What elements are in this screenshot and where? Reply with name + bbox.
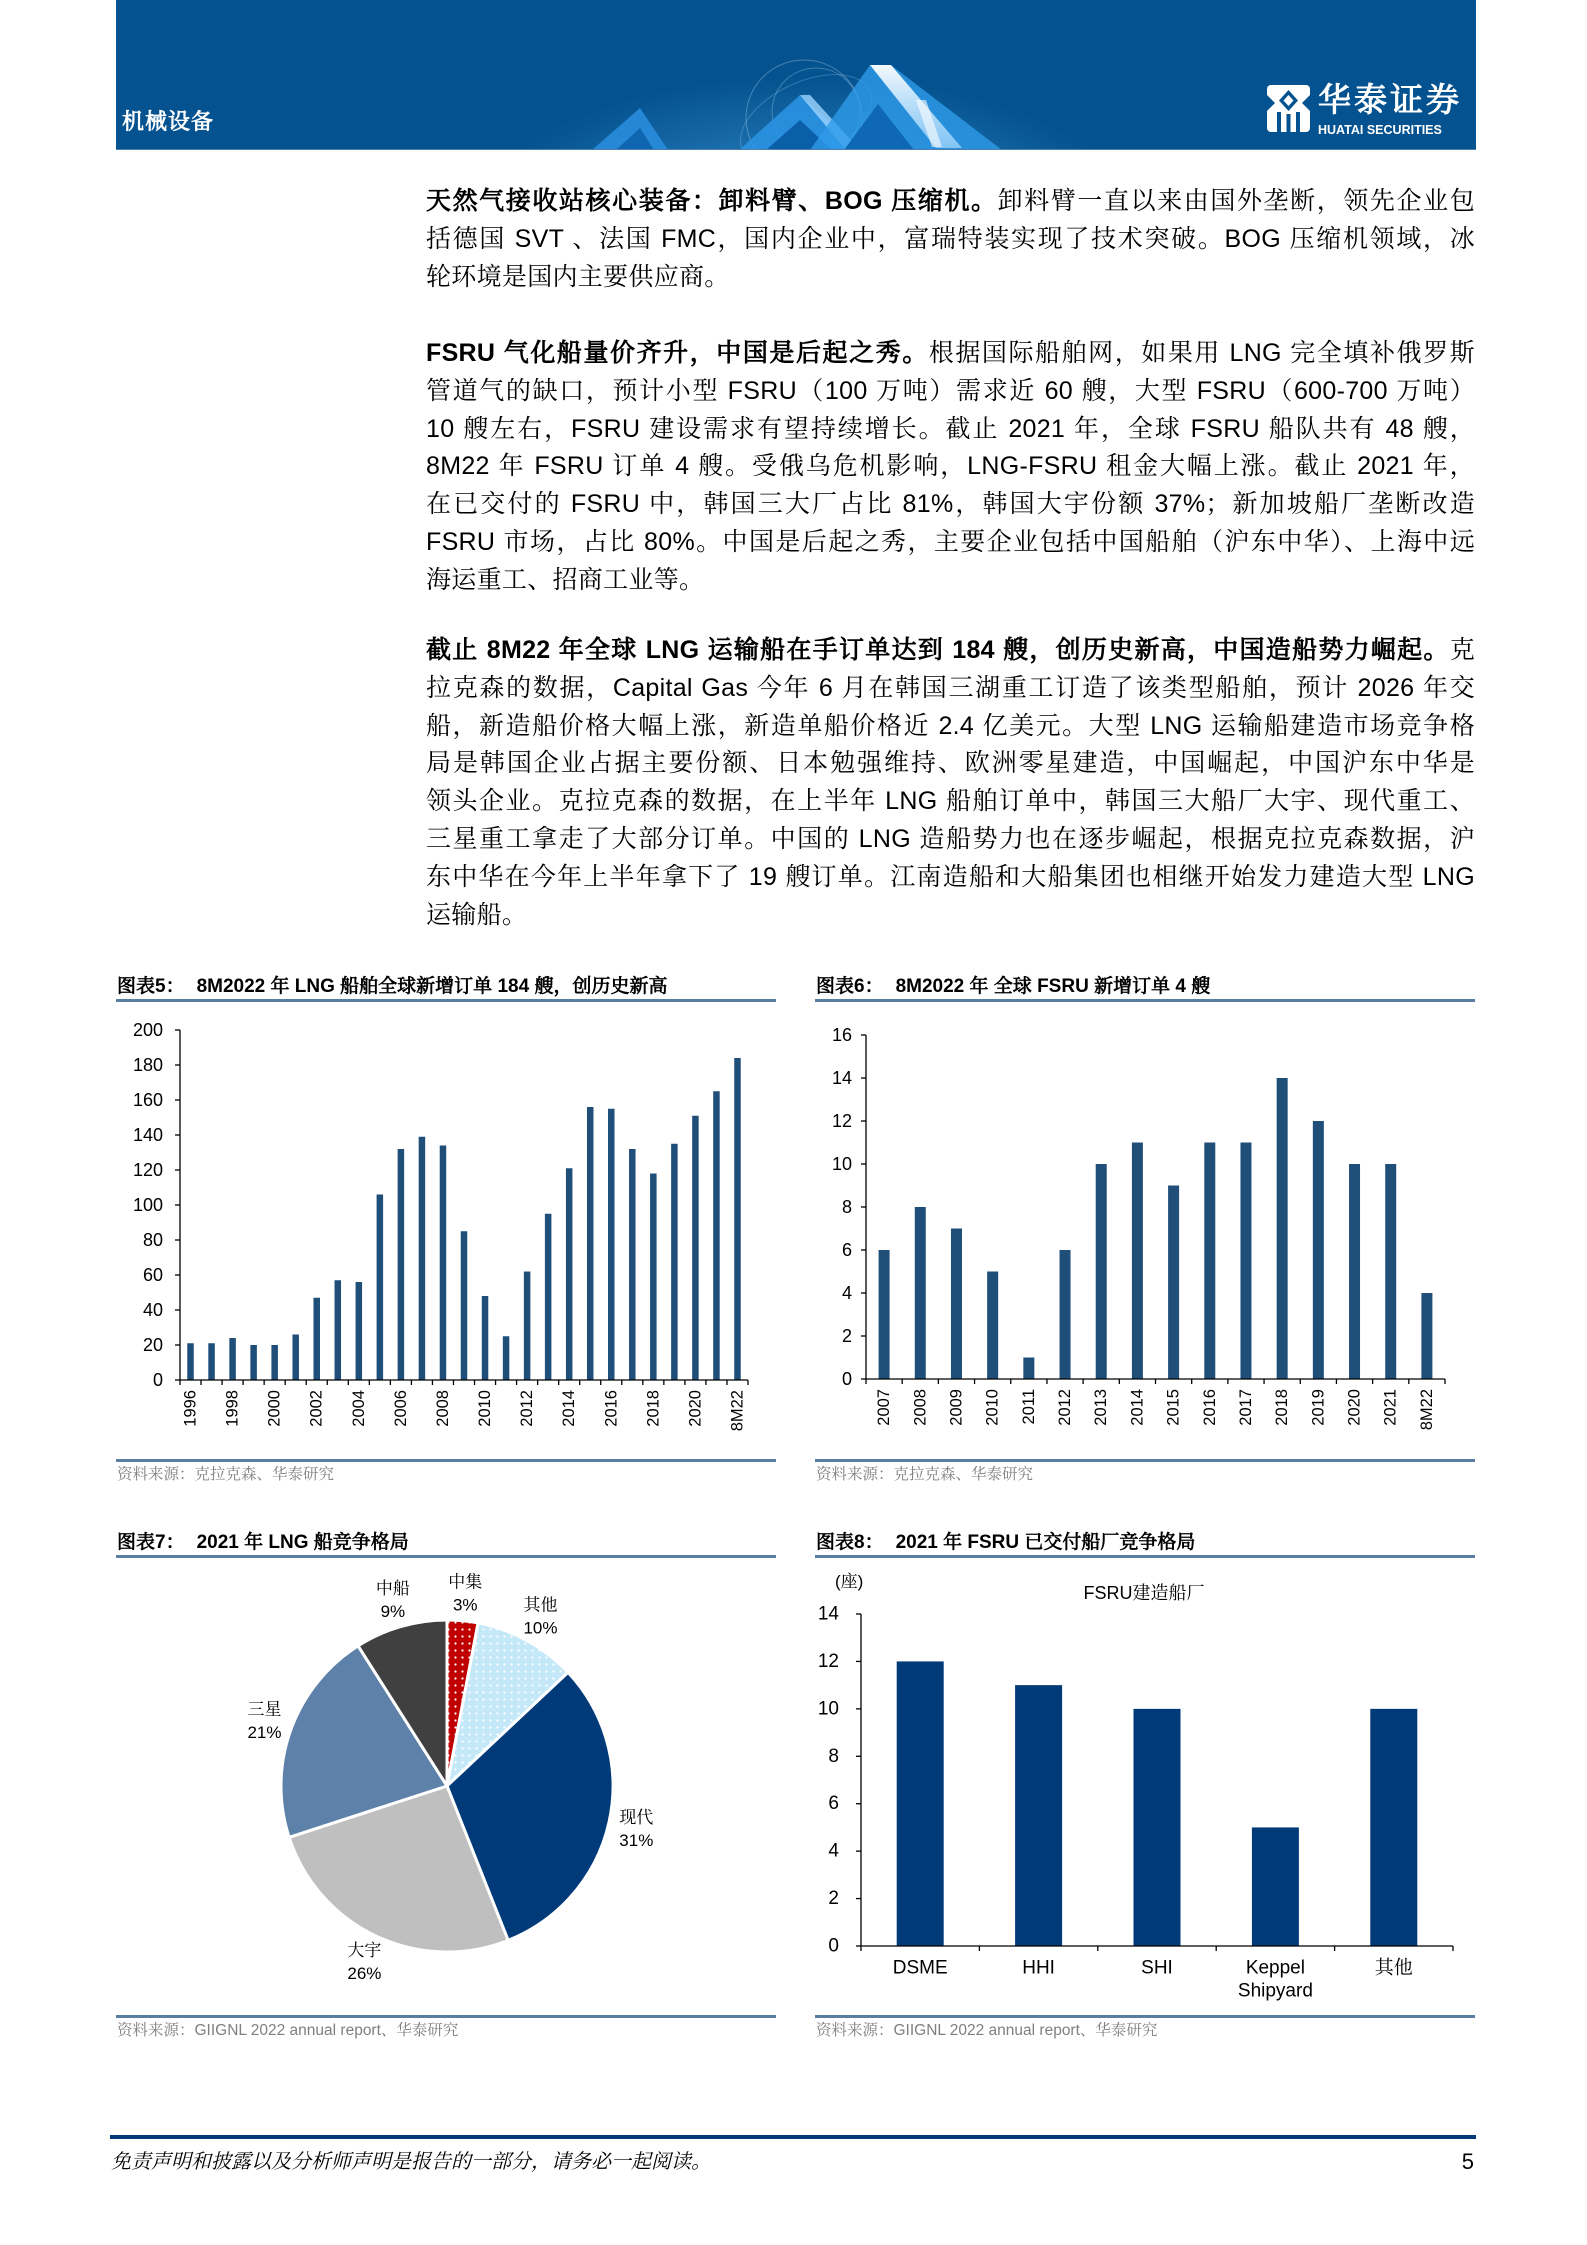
x-tick-label: 2010 <box>476 1390 495 1427</box>
bar-2021 <box>713 1091 720 1380</box>
x-tick-label: 其他 <box>1374 1957 1413 1979</box>
bar-2007 <box>419 1137 426 1380</box>
bar-2009 <box>951 1229 962 1380</box>
pie-label-percent: 26% <box>347 1964 382 1984</box>
y-tick-label: 8 <box>841 1197 852 1217</box>
text-line: 领头企业。克拉克森的数据，在上半年 LNG 船舶订单中，韩国三大船厂大宇、现代重工、 <box>426 787 1475 816</box>
logo-text-cn: 华泰证券 <box>1318 81 1462 118</box>
y-tick-label: 2 <box>841 1326 852 1346</box>
figure-title <box>816 1531 1195 1555</box>
bar-1996 <box>187 1343 194 1380</box>
text-line: 10 艘左右，FSRU 建设需求有望持续增长。截止 2021 年，全球 FSRU 船队共有 48 艘， <box>426 414 1475 443</box>
x-tick-label: DSME <box>892 1957 948 1979</box>
y-tick-label: 8 <box>828 1745 839 1767</box>
bar-2020 <box>692 1116 699 1380</box>
fsru-orders-bar-chart <box>815 1010 1475 1450</box>
figure-title <box>117 975 667 999</box>
text-line: 轮环境是国内主要供应商。 <box>426 262 730 291</box>
x-tick-label: 2008 <box>911 1389 930 1426</box>
x-tick-label: 2000 <box>265 1390 284 1427</box>
figure-label: 图表5： <box>117 976 185 997</box>
x-tick-label: 2013 <box>1092 1389 1111 1426</box>
text-line: 运输船。 <box>426 900 528 929</box>
y-tick-label: 200 <box>132 1020 163 1040</box>
y-tick-label: 140 <box>132 1125 163 1145</box>
pie-label-name: 大宇 <box>347 1941 382 1961</box>
text-line <box>426 335 1475 373</box>
y-axis-unit: (座) <box>835 1572 864 1591</box>
lng-orders-bar-chart <box>116 1010 776 1450</box>
x-tick-label: Shipyard <box>1237 1980 1313 2002</box>
figure-title-text: 8M2022 年 LNG 船舶全球新增订单 184 艘，创历史新高 <box>196 976 668 997</box>
bar-1999 <box>250 1345 257 1380</box>
pie-label-name: 中船 <box>375 1579 410 1599</box>
x-tick-label: 2006 <box>391 1390 410 1427</box>
x-tick-label: 2012 <box>1056 1389 1075 1426</box>
x-tick-label: 2018 <box>644 1390 663 1427</box>
x-tick-label: 2002 <box>307 1390 326 1427</box>
x-tick-label: 2008 <box>433 1390 452 1427</box>
y-tick-label: 2 <box>828 1888 839 1910</box>
lng-market-share-pie-chart <box>116 1570 776 2010</box>
x-tick-label: 2016 <box>1200 1389 1219 1426</box>
bar-2017 <box>629 1149 636 1380</box>
text-line: 管道气的缺口，预计小型 FSRU（100 万吨）需求近 60 艘，大型 FSRU（600-700 万吨） <box>426 376 1475 405</box>
huatai-logo-icon <box>1267 85 1310 132</box>
bar-2002 <box>313 1298 320 1380</box>
paragraph-lead: 截止 8M22 年全球 LNG 运输船在手订单达到 184 艘，创历史新高，中国造船势力崛起。 <box>426 636 1450 664</box>
x-tick-label: 2009 <box>947 1389 966 1426</box>
bar-2011 <box>1023 1358 1034 1380</box>
bar-2013 <box>545 1214 552 1380</box>
text-line: 拉克森的数据，Capital Gas 今年 6 月在韩国三湖重工订造了该类型船舶，预计 2026 年交 <box>426 673 1475 702</box>
bar-2019 <box>671 1144 678 1380</box>
figure-title-text: 2021 年 LNG 船竞争格局 <box>196 1532 409 1553</box>
x-tick-label: 2020 <box>686 1390 705 1427</box>
pie-label-name: 中集 <box>448 1572 483 1592</box>
fsru-shipyard-bar-chart <box>815 1570 1475 2010</box>
bar-2013 <box>1096 1164 1107 1379</box>
paragraph-lng-terminal-equipment <box>426 183 1475 296</box>
bar-2001 <box>292 1335 299 1381</box>
x-tick-label: 2019 <box>1309 1389 1328 1426</box>
x-tick-label: 8M22 <box>1417 1389 1436 1431</box>
pie-label-name: 三星 <box>247 1699 282 1719</box>
bar-2011 <box>503 1336 510 1380</box>
y-tick-label: 60 <box>142 1265 163 1285</box>
y-tick-label: 80 <box>142 1230 163 1250</box>
x-tick-label: 2015 <box>1164 1389 1183 1426</box>
logo-text-en: HUATAI SECURITIES <box>1318 123 1442 137</box>
y-tick-label: 6 <box>841 1240 852 1260</box>
bar-2000 <box>271 1345 278 1380</box>
bar-2008 <box>440 1146 447 1381</box>
section-name: 机械设备 <box>122 109 215 134</box>
y-tick-label: 40 <box>142 1300 163 1320</box>
pie-label-name: 其他 <box>523 1595 558 1615</box>
y-tick-label: 14 <box>817 1603 839 1625</box>
y-tick-label: 160 <box>132 1090 163 1110</box>
x-tick-label: 2020 <box>1345 1389 1364 1426</box>
figure-label: 图表7： <box>117 1532 185 1553</box>
figure-label: 图表8： <box>816 1532 884 1553</box>
x-tick-label: HHI <box>1022 1957 1055 1979</box>
figure-5 <box>116 975 776 1495</box>
figure-source: 资料来源：克拉克森、华泰研究 <box>117 1466 335 1483</box>
bar-2012 <box>524 1272 531 1381</box>
figure-7 <box>116 1531 776 2051</box>
bar-2015 <box>587 1107 594 1380</box>
bar-2006 <box>398 1149 405 1380</box>
x-tick-label: 1996 <box>181 1390 200 1427</box>
bar-2018 <box>1277 1078 1288 1379</box>
text-line: 船，新造船价格大幅上涨，新造单船价格近 2.4 亿美元。大型 LNG 运输船建造市场竞争格 <box>426 711 1475 740</box>
figure-title-text: 2021 年 FSRU 已交付船厂竞争格局 <box>895 1532 1196 1553</box>
y-tick-label: 180 <box>132 1055 163 1075</box>
y-tick-label: 6 <box>828 1793 839 1815</box>
header-banner <box>116 0 1476 150</box>
text-span: 克 <box>1449 636 1475 664</box>
pie-label-percent: 3% <box>452 1595 478 1615</box>
text-line: 东中华在今年上半年拿下了 19 艘订单。江南造船和大船集团也相继开始发力建造大型 LNG <box>426 862 1475 891</box>
figure-title <box>816 975 1210 999</box>
x-tick-label: 8M22 <box>728 1390 747 1432</box>
paragraph-lng-carrier-orders <box>426 632 1475 934</box>
y-tick-label: 0 <box>152 1370 163 1390</box>
y-tick-label: 20 <box>142 1335 163 1355</box>
y-tick-label: 10 <box>831 1154 852 1174</box>
figure-title-rule <box>815 999 1475 1002</box>
text-line: 局是韩国企业占据主要份额、日本勉强维持、欧洲零星建造，中国崛起，中国沪东中华是 <box>426 749 1475 778</box>
y-tick-label: 120 <box>132 1160 163 1180</box>
x-tick-label: 2017 <box>1236 1389 1255 1426</box>
y-tick-label: 0 <box>828 1935 839 1957</box>
bar-1997 <box>208 1343 215 1380</box>
text-line <box>426 632 1475 670</box>
bar-2020 <box>1349 1164 1360 1379</box>
figure-source: 资料来源：GIIGNL 2022 annual report、华泰研究 <box>816 2022 1158 2039</box>
x-tick-label: 2018 <box>1273 1389 1292 1426</box>
pie-label-percent: 31% <box>619 1830 654 1850</box>
text-line: FSRU 市场，占比 80%。中国是后起之秀，主要企业包括中国船舶（沪东中华）、上海中远 <box>426 527 1475 556</box>
figure-source: 资料来源：GIIGNL 2022 annual report、华泰研究 <box>117 2022 459 2039</box>
bar-2007 <box>879 1250 890 1379</box>
y-tick-label: 4 <box>841 1283 852 1303</box>
pie-label-percent: 21% <box>247 1722 282 1742</box>
figure-title-text: 8M2022 年 全球 FSRU 新增订单 4 艘 <box>895 976 1211 997</box>
text-span: 卸料臂一直以来由国外垄断，领先企业包 <box>997 187 1475 215</box>
bar-SHI <box>1134 1709 1181 1946</box>
x-tick-label: 2016 <box>602 1390 621 1427</box>
bar-8M22 <box>734 1058 741 1380</box>
y-tick-label: 0 <box>841 1369 852 1389</box>
text-line <box>426 183 1475 221</box>
footer-rule <box>110 2135 1476 2139</box>
bar-2014 <box>1132 1143 1143 1380</box>
x-tick-label: SHI <box>1141 1957 1173 1979</box>
bar-2010 <box>482 1296 489 1380</box>
x-tick-label: 2011 <box>1019 1389 1038 1425</box>
y-tick-label: 10 <box>817 1698 839 1720</box>
paragraph-fsru <box>426 335 1475 600</box>
bar-2019 <box>1313 1121 1324 1379</box>
x-tick-label: 2014 <box>1128 1389 1147 1426</box>
source-rule <box>116 2015 776 2018</box>
bar-HHI <box>1015 1685 1062 1946</box>
bar-2017 <box>1240 1143 1251 1380</box>
pie-label-name: 现代 <box>619 1807 654 1827</box>
bar-2003 <box>335 1280 342 1380</box>
bar-2012 <box>1060 1250 1071 1379</box>
y-tick-label: 12 <box>817 1650 839 1672</box>
y-tick-label: 12 <box>831 1111 852 1131</box>
source-rule <box>815 2015 1475 2018</box>
pie-label-percent: 10% <box>523 1618 558 1638</box>
bar-2010 <box>987 1272 998 1380</box>
figure-title-rule <box>116 1555 776 1558</box>
pie-label-percent: 9% <box>380 1602 406 1622</box>
footer-disclaimer: 免责声明和披露以及分析师声明是报告的一部分，请务必一起阅读。 <box>111 2151 711 2173</box>
bar-2009 <box>461 1231 468 1380</box>
source-rule <box>116 1459 776 1462</box>
figure-title-rule <box>116 999 776 1002</box>
bar-2018 <box>650 1174 657 1381</box>
bar-2005 <box>377 1195 384 1381</box>
bar-2004 <box>356 1282 363 1380</box>
bar-8M22 <box>1421 1293 1432 1379</box>
x-tick-label: 2021 <box>1381 1389 1400 1426</box>
bar-2014 <box>566 1168 573 1380</box>
x-tick-label: 2012 <box>518 1390 537 1427</box>
bar-2016 <box>608 1109 615 1380</box>
source-rule <box>815 1459 1475 1462</box>
figure-8 <box>815 1531 1475 2051</box>
y-tick-label: 14 <box>831 1068 852 1088</box>
x-tick-label: 2007 <box>875 1389 894 1426</box>
figure-title-rule <box>815 1555 1475 1558</box>
bar-2016 <box>1204 1143 1215 1380</box>
y-tick-label: 100 <box>132 1195 163 1215</box>
text-line: 三星重工拿走了大部分订单。中国的 LNG 造船势力也在逐步崛起，根据克拉克森数据，沪 <box>426 824 1475 853</box>
bar-2008 <box>915 1207 926 1379</box>
chart-subtitle: FSRU建造船厂 <box>1083 1583 1205 1603</box>
figure-label: 图表6： <box>816 976 884 997</box>
x-tick-label: 1998 <box>223 1390 242 1427</box>
text-line: 海运重工、招商工业等。 <box>426 565 705 594</box>
paragraph-lead: FSRU 气化船量价齐升，中国是后起之秀。 <box>426 339 929 367</box>
x-tick-label: 2014 <box>560 1390 579 1427</box>
bar-Keppel-Shipyard <box>1252 1827 1299 1946</box>
text-line: 在已交付的 FSRU 中，韩国三大厂占比 81%，韩国大宇份额 37%；新加坡船厂垄断改造 <box>426 490 1475 519</box>
bar-2021 <box>1385 1164 1396 1379</box>
figure-source: 资料来源：克拉克森、华泰研究 <box>816 1466 1034 1483</box>
text-span: 根据国际船舶网，如果用 LNG 完全填补俄罗斯 <box>928 339 1475 367</box>
paragraph-lead: 天然气接收站核心装备：卸料臂、BOG 压缩机。 <box>426 187 998 215</box>
bar-其他 <box>1370 1709 1417 1946</box>
x-tick-label: 2004 <box>349 1390 368 1427</box>
text-line: 括德国 SVT 、法国 FMC，国内企业中，富瑞特装实现了技术突破。BOG 压缩机领域，冰 <box>426 224 1475 253</box>
figure-title <box>117 1531 409 1555</box>
bar-1998 <box>229 1338 236 1380</box>
figure-6 <box>815 975 1475 1495</box>
bar-2015 <box>1168 1186 1179 1380</box>
x-tick-label: Keppel <box>1245 1957 1305 1979</box>
page-number: 5 <box>1461 2149 1474 2174</box>
x-tick-label: 2010 <box>983 1389 1002 1426</box>
y-tick-label: 16 <box>831 1025 852 1045</box>
y-tick-label: 4 <box>828 1840 839 1862</box>
bar-DSME <box>897 1661 944 1946</box>
text-line: 8M22 年 FSRU 订单 4 艘。受俄乌危机影响，LNG-FSRU 租金大幅上涨。截止 2021 年， <box>426 452 1475 481</box>
